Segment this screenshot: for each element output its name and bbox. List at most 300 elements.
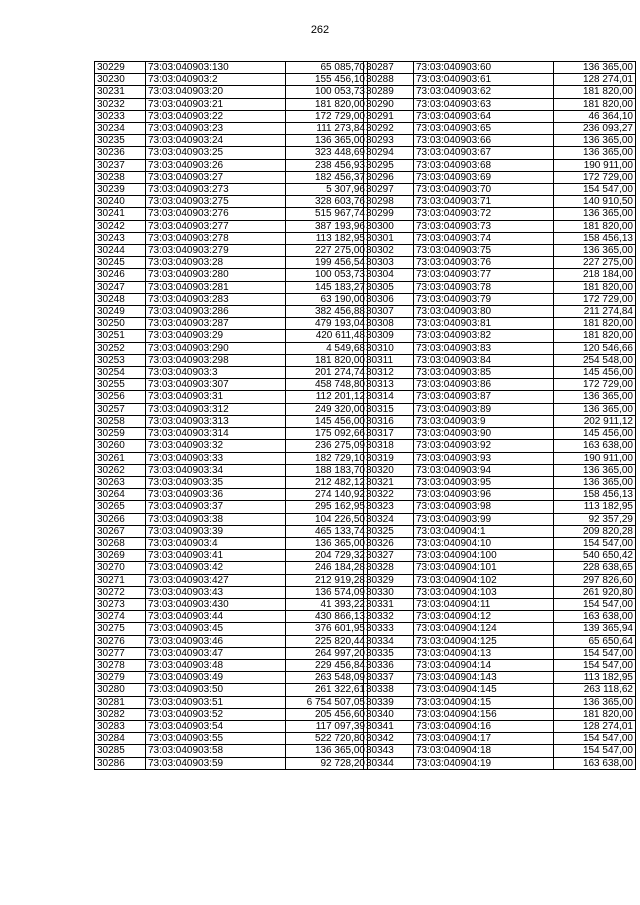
table-row [364, 708, 636, 720]
row-number-cell: 30333 [364, 623, 414, 635]
row-number-cell: 30340 [364, 708, 414, 720]
table-row [95, 708, 368, 720]
table-row [95, 720, 368, 732]
row-number-cell: 30284 [95, 733, 146, 745]
value-cell: 297 826,60 [554, 574, 636, 586]
table-row [95, 562, 368, 574]
table-row [95, 647, 368, 659]
row-number-cell: 30254 [95, 367, 146, 379]
row-number-cell: 30319 [364, 452, 414, 464]
table-row [95, 428, 368, 440]
row-number-cell: 30244 [95, 245, 146, 257]
value-cell: 41 393,22 [286, 598, 368, 610]
table-row [364, 659, 636, 671]
row-number-cell: 30278 [95, 659, 146, 671]
value-cell: 136 365,00 [554, 208, 636, 220]
row-number-cell: 30320 [364, 464, 414, 476]
table-row [95, 245, 368, 257]
row-number-cell: 30258 [95, 415, 146, 427]
row-number-cell: 30295 [364, 159, 414, 171]
value-cell: 163 638,00 [554, 440, 636, 452]
row-number-cell: 30234 [95, 123, 146, 135]
cadastral-number-cell: 73:03:040903:307 [146, 379, 286, 391]
table-row [95, 537, 368, 549]
cadastral-number-cell: 73:03:040903:64 [414, 110, 554, 122]
row-number-cell: 30341 [364, 720, 414, 732]
table-row [364, 696, 636, 708]
cadastral-number-cell: 73:03:040903:298 [146, 354, 286, 366]
row-number-cell: 30334 [364, 635, 414, 647]
table-row [95, 513, 368, 525]
value-cell: 263 548,09 [286, 672, 368, 684]
cadastral-number-cell: 73:03:040904:156 [414, 708, 554, 720]
value-cell: 249 320,00 [286, 403, 368, 415]
value-cell: 479 193,04 [286, 318, 368, 330]
table-row [364, 379, 636, 391]
table-row [364, 232, 636, 244]
cadastral-number-cell: 73:03:040904:124 [414, 623, 554, 635]
cadastral-number-cell: 73:03:040903:51 [146, 696, 286, 708]
value-cell: 158 456,13 [554, 489, 636, 501]
value-cell: 46 364,10 [554, 110, 636, 122]
table-row [364, 342, 636, 354]
cadastral-number-cell: 73:03:040903:278 [146, 232, 286, 244]
row-number-cell: 30238 [95, 171, 146, 183]
row-number-cell: 30310 [364, 342, 414, 354]
table-row [95, 757, 368, 769]
row-number-cell: 30299 [364, 208, 414, 220]
cadastral-number-cell: 73:03:040903:78 [414, 281, 554, 293]
value-cell: 136 365,00 [554, 245, 636, 257]
value-cell: 154 547,00 [554, 733, 636, 745]
row-number-cell: 30322 [364, 489, 414, 501]
table-row [364, 306, 636, 318]
table-row [364, 354, 636, 366]
row-number-cell: 30326 [364, 537, 414, 549]
row-number-cell: 30335 [364, 647, 414, 659]
value-cell: 236 275,09 [286, 440, 368, 452]
value-cell: 181 820,00 [554, 98, 636, 110]
row-number-cell: 30332 [364, 611, 414, 623]
row-number-cell: 30285 [95, 745, 146, 757]
table-row [364, 489, 636, 501]
row-number-cell: 30306 [364, 293, 414, 305]
row-number-cell: 30337 [364, 672, 414, 684]
cadastral-number-cell: 73:03:040903:60 [414, 62, 554, 74]
row-number-cell: 30324 [364, 513, 414, 525]
cadastral-number-cell: 73:03:040903:81 [414, 318, 554, 330]
cadastral-number-cell: 73:03:040903:130 [146, 62, 286, 74]
table-row [364, 598, 636, 610]
cadastral-number-cell: 73:03:040903:38 [146, 513, 286, 525]
value-cell: 261 920,80 [554, 586, 636, 598]
table-row [364, 110, 636, 122]
cadastral-number-cell: 73:03:040903:20 [146, 86, 286, 98]
table-row [364, 245, 636, 257]
cadastral-number-cell: 73:03:040904:14 [414, 659, 554, 671]
value-cell: 113 182,95 [554, 501, 636, 513]
value-cell: 172 729,00 [554, 293, 636, 305]
cadastral-number-cell: 73:03:040903:45 [146, 623, 286, 635]
cadastral-number-cell: 73:03:040903:98 [414, 501, 554, 513]
cadastral-number-cell: 73:03:040903:99 [414, 513, 554, 525]
table-row [364, 647, 636, 659]
row-number-cell: 30318 [364, 440, 414, 452]
table-row [364, 440, 636, 452]
table-row [364, 513, 636, 525]
row-number-cell: 30303 [364, 257, 414, 269]
value-cell: 182 456,37 [286, 171, 368, 183]
table-row [364, 745, 636, 757]
row-number-cell: 30276 [95, 635, 146, 647]
row-number-cell: 30316 [364, 415, 414, 427]
cadastral-number-cell: 73:03:040904:101 [414, 562, 554, 574]
table-row [95, 574, 368, 586]
cadastral-number-cell: 73:03:040903:83 [414, 342, 554, 354]
row-number-cell: 30338 [364, 684, 414, 696]
row-number-cell: 30261 [95, 452, 146, 464]
row-number-cell: 30290 [364, 98, 414, 110]
table-row [95, 293, 368, 305]
table-row [95, 110, 368, 122]
row-number-cell: 30315 [364, 403, 414, 415]
table-row [95, 330, 368, 342]
cadastral-number-cell: 73:03:040903:71 [414, 196, 554, 208]
row-number-cell: 30246 [95, 269, 146, 281]
table-row [364, 562, 636, 574]
table-row [95, 391, 368, 403]
cadastral-number-cell: 73:03:040903:43 [146, 586, 286, 598]
value-cell: 136 365,00 [554, 696, 636, 708]
value-cell: 136 365,00 [286, 745, 368, 757]
value-cell: 112 201,12 [286, 391, 368, 403]
table-row [364, 86, 636, 98]
row-number-cell: 30245 [95, 257, 146, 269]
row-number-cell: 30331 [364, 598, 414, 610]
row-number-cell: 30235 [95, 135, 146, 147]
table-row [364, 684, 636, 696]
table-row [95, 98, 368, 110]
value-cell: 199 456,54 [286, 257, 368, 269]
value-cell: 211 274,84 [554, 306, 636, 318]
value-cell: 128 274,01 [554, 74, 636, 86]
row-number-cell: 30314 [364, 391, 414, 403]
row-number-cell: 30282 [95, 708, 146, 720]
value-cell: 113 182,95 [554, 672, 636, 684]
cadastral-number-cell: 73:03:040904:102 [414, 574, 554, 586]
table-row [95, 440, 368, 452]
table-row [95, 452, 368, 464]
cadastral-number-cell: 73:03:040903:72 [414, 208, 554, 220]
value-cell: 5 307,96 [286, 184, 368, 196]
table-row [95, 196, 368, 208]
table-row [364, 415, 636, 427]
row-number-cell: 30279 [95, 672, 146, 684]
row-number-cell: 30294 [364, 147, 414, 159]
value-cell: 65 650,64 [554, 635, 636, 647]
row-number-cell: 30287 [364, 62, 414, 74]
cadastral-number-cell: 73:03:040903:47 [146, 647, 286, 659]
table-row [364, 611, 636, 623]
value-cell: 175 092,66 [286, 428, 368, 440]
row-number-cell: 30323 [364, 501, 414, 513]
value-cell: 323 448,69 [286, 147, 368, 159]
cadastral-number-cell: 73:03:040904:103 [414, 586, 554, 598]
cadastral-number-cell: 73:03:040903:430 [146, 598, 286, 610]
value-cell: 136 365,00 [554, 403, 636, 415]
value-cell: 139 365,94 [554, 623, 636, 635]
table-row [95, 379, 368, 391]
value-cell: 295 162,95 [286, 501, 368, 513]
value-cell: 387 193,96 [286, 220, 368, 232]
row-number-cell: 30267 [95, 525, 146, 537]
table-row [364, 367, 636, 379]
row-number-cell: 30313 [364, 379, 414, 391]
table-row [364, 464, 636, 476]
cadastral-number-cell: 73:03:040903:280 [146, 269, 286, 281]
table-row [95, 171, 368, 183]
row-number-cell: 30325 [364, 525, 414, 537]
table-row [364, 184, 636, 196]
value-cell: 376 601,95 [286, 623, 368, 635]
value-cell: 6 754 507,05 [286, 696, 368, 708]
value-cell: 158 456,13 [554, 232, 636, 244]
value-cell: 136 574,09 [286, 586, 368, 598]
value-cell: 181 820,00 [554, 708, 636, 720]
row-number-cell: 30239 [95, 184, 146, 196]
value-cell: 181 820,00 [554, 281, 636, 293]
table-row [364, 269, 636, 281]
value-cell: 228 638,65 [554, 562, 636, 574]
table-row [95, 659, 368, 671]
value-cell: 201 274,74 [286, 367, 368, 379]
cadastral-number-cell: 73:03:040903:22 [146, 110, 286, 122]
value-cell: 227 275,00 [554, 257, 636, 269]
row-number-cell: 30248 [95, 293, 146, 305]
value-cell: 246 184,28 [286, 562, 368, 574]
cadastral-number-cell: 73:03:040903:25 [146, 147, 286, 159]
table-row [95, 159, 368, 171]
cadastral-number-cell: 73:03:040903:84 [414, 354, 554, 366]
table-row [95, 74, 368, 86]
cadastral-number-cell: 73:03:040903:65 [414, 123, 554, 135]
value-cell: 145 183,27 [286, 281, 368, 293]
cadastral-number-cell: 73:03:040904:10 [414, 537, 554, 549]
row-number-cell: 30233 [95, 110, 146, 122]
table-row [95, 232, 368, 244]
table-row [364, 391, 636, 403]
row-number-cell: 30230 [95, 74, 146, 86]
table-row [95, 672, 368, 684]
row-number-cell: 30242 [95, 220, 146, 232]
table-row [95, 586, 368, 598]
cadastral-number-cell: 73:03:040903:290 [146, 342, 286, 354]
row-number-cell: 30317 [364, 428, 414, 440]
value-cell: 190 911,00 [554, 159, 636, 171]
table-row [95, 550, 368, 562]
row-number-cell: 30344 [364, 757, 414, 769]
cadastral-number-cell: 73:03:040903:49 [146, 672, 286, 684]
value-cell: 238 456,93 [286, 159, 368, 171]
registry-table-left [94, 61, 368, 770]
cadastral-number-cell: 73:03:040903:283 [146, 293, 286, 305]
row-number-cell: 30262 [95, 464, 146, 476]
value-cell: 65 085,70 [286, 62, 368, 74]
cadastral-number-cell: 73:03:040903:68 [414, 159, 554, 171]
row-number-cell: 30266 [95, 513, 146, 525]
cadastral-number-cell: 73:03:040903:77 [414, 269, 554, 281]
cadastral-number-cell: 73:03:040903:9 [414, 415, 554, 427]
cadastral-number-cell: 73:03:040903:75 [414, 245, 554, 257]
table-row [95, 476, 368, 488]
table-row [95, 611, 368, 623]
value-cell: 92 728,20 [286, 757, 368, 769]
value-cell: 155 456,10 [286, 74, 368, 86]
row-number-cell: 30304 [364, 269, 414, 281]
row-number-cell: 30321 [364, 476, 414, 488]
value-cell: 136 365,00 [554, 135, 636, 147]
row-number-cell: 30251 [95, 330, 146, 342]
table-row [364, 123, 636, 135]
value-cell: 154 547,00 [554, 659, 636, 671]
row-number-cell: 30328 [364, 562, 414, 574]
table-row [364, 525, 636, 537]
cadastral-number-cell: 73:03:040903:28 [146, 257, 286, 269]
table-row [95, 135, 368, 147]
value-cell: 92 357,29 [554, 513, 636, 525]
value-cell: 120 546,66 [554, 342, 636, 354]
cadastral-number-cell: 73:03:040904:15 [414, 696, 554, 708]
cadastral-number-cell: 73:03:040903:273 [146, 184, 286, 196]
cadastral-number-cell: 73:03:040903:3 [146, 367, 286, 379]
value-cell: 227 275,00 [286, 245, 368, 257]
row-number-cell: 30288 [364, 74, 414, 86]
value-cell: 100 053,73 [286, 86, 368, 98]
value-cell: 204 729,32 [286, 550, 368, 562]
row-number-cell: 30343 [364, 745, 414, 757]
cadastral-number-cell: 73:03:040903:62 [414, 86, 554, 98]
cadastral-number-cell: 73:03:040903:54 [146, 720, 286, 732]
cadastral-number-cell: 73:03:040903:93 [414, 452, 554, 464]
row-number-cell: 30269 [95, 550, 146, 562]
cadastral-number-cell: 73:03:040904:11 [414, 598, 554, 610]
table-row [95, 123, 368, 135]
row-number-cell: 30241 [95, 208, 146, 220]
cadastral-number-cell: 73:03:040903:96 [414, 489, 554, 501]
table-row [364, 98, 636, 110]
row-number-cell: 30252 [95, 342, 146, 354]
table-row [364, 635, 636, 647]
cadastral-number-cell: 73:03:040903:66 [414, 135, 554, 147]
value-cell: 163 638,00 [554, 611, 636, 623]
row-number-cell: 30249 [95, 306, 146, 318]
cadastral-number-cell: 73:03:040904:100 [414, 550, 554, 562]
cadastral-number-cell: 73:03:040903:89 [414, 403, 554, 415]
value-cell: 264 997,20 [286, 647, 368, 659]
value-cell: 100 053,73 [286, 269, 368, 281]
row-number-cell: 30307 [364, 306, 414, 318]
value-cell: 140 910,50 [554, 196, 636, 208]
value-cell: 163 638,00 [554, 757, 636, 769]
row-number-cell: 30243 [95, 232, 146, 244]
value-cell: 218 184,00 [554, 269, 636, 281]
table-row [364, 720, 636, 732]
value-cell: 254 548,00 [554, 354, 636, 366]
cadastral-number-cell: 73:03:040903:281 [146, 281, 286, 293]
row-number-cell: 30312 [364, 367, 414, 379]
table-row [95, 220, 368, 232]
value-cell: 515 967,74 [286, 208, 368, 220]
value-cell: 540 650,42 [554, 550, 636, 562]
value-cell: 172 729,00 [286, 110, 368, 122]
table-row [364, 62, 636, 74]
table-row [95, 403, 368, 415]
table-row [364, 537, 636, 549]
value-cell: 172 729,00 [554, 171, 636, 183]
cadastral-number-cell: 73:03:040904:19 [414, 757, 554, 769]
table-row [364, 208, 636, 220]
cadastral-number-cell: 73:03:040904:145 [414, 684, 554, 696]
cadastral-number-cell: 73:03:040904:12 [414, 611, 554, 623]
row-number-cell: 30280 [95, 684, 146, 696]
cadastral-number-cell: 73:03:040903:37 [146, 501, 286, 513]
table-row [364, 574, 636, 586]
value-cell: 430 866,13 [286, 611, 368, 623]
value-cell: 212 482,12 [286, 476, 368, 488]
cadastral-number-cell: 73:03:040903:82 [414, 330, 554, 342]
value-cell: 236 093,27 [554, 123, 636, 135]
value-cell: 136 365,00 [554, 464, 636, 476]
row-number-cell: 30283 [95, 720, 146, 732]
page-number: 262 [310, 24, 330, 36]
value-cell: 136 365,00 [554, 62, 636, 74]
row-number-cell: 30308 [364, 318, 414, 330]
row-number-cell: 30277 [95, 647, 146, 659]
row-number-cell: 30297 [364, 184, 414, 196]
value-cell: 209 820,28 [554, 525, 636, 537]
value-cell: 181 820,00 [286, 98, 368, 110]
cadastral-number-cell: 73:03:040903:277 [146, 220, 286, 232]
table-row [364, 147, 636, 159]
table-row [95, 745, 368, 757]
table-row [95, 318, 368, 330]
row-number-cell: 30255 [95, 379, 146, 391]
value-cell: 263 118,62 [554, 684, 636, 696]
table-row [364, 281, 636, 293]
table-row [95, 269, 368, 281]
cadastral-number-cell: 73:03:040903:313 [146, 415, 286, 427]
value-cell: 154 547,00 [554, 745, 636, 757]
cadastral-number-cell: 73:03:040903:33 [146, 452, 286, 464]
table-row [95, 733, 368, 745]
row-number-cell: 30302 [364, 245, 414, 257]
value-cell: 154 547,00 [554, 647, 636, 659]
value-cell: 458 748,80 [286, 379, 368, 391]
cadastral-number-cell: 73:03:040903:92 [414, 440, 554, 452]
registry-table-right [363, 61, 636, 770]
value-cell: 117 097,39 [286, 720, 368, 732]
registry-table-left-body [95, 62, 368, 770]
table-row [364, 403, 636, 415]
cadastral-number-cell: 73:03:040903:85 [414, 367, 554, 379]
value-cell: 136 365,00 [554, 476, 636, 488]
row-number-cell: 30296 [364, 171, 414, 183]
row-number-cell: 30270 [95, 562, 146, 574]
row-number-cell: 30250 [95, 318, 146, 330]
table-row [364, 171, 636, 183]
cadastral-number-cell: 73:03:040904:17 [414, 733, 554, 745]
value-cell: 154 547,00 [554, 537, 636, 549]
